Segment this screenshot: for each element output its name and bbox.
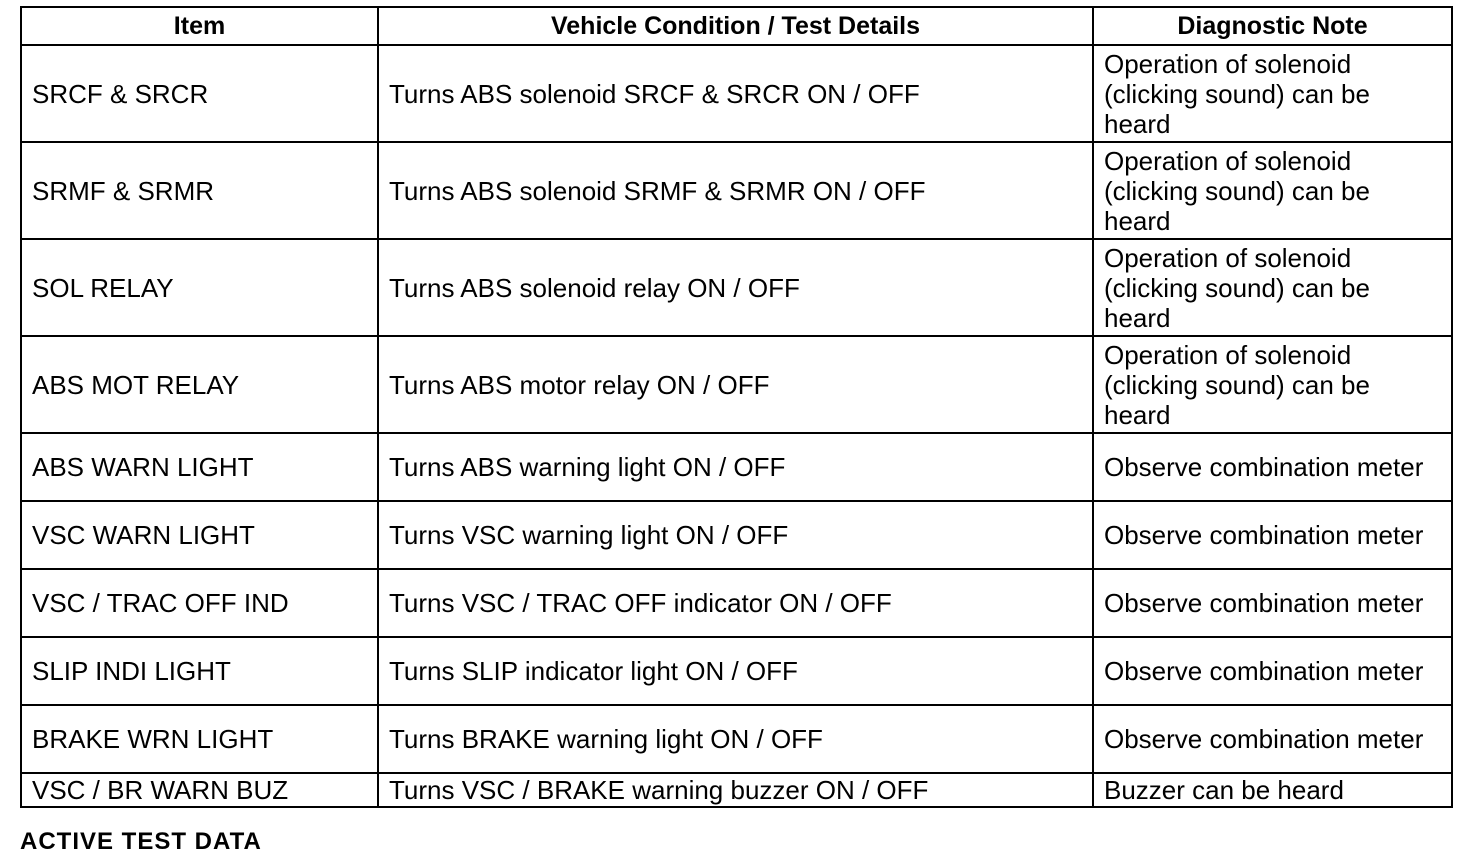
table-row: [21, 45, 1452, 142]
item-cell: VSC / TRAC OFF IND: [21, 569, 378, 637]
item-cell: ABS WARN LIGHT: [21, 433, 378, 501]
note-cell: Observe combination meter: [1093, 637, 1452, 705]
note-cell: Operation of solenoid (clicking sound) can be heard: [1093, 45, 1452, 142]
item-cell: SLIP INDI LIGHT: [21, 637, 378, 705]
note-cell: Observe combination meter: [1093, 433, 1452, 501]
table-row: [21, 142, 1452, 239]
item-cell: VSC WARN LIGHT: [21, 501, 378, 569]
note-cell: Operation of solenoid (clicking sound) can be heard: [1093, 336, 1452, 433]
table-row: [21, 239, 1452, 336]
header-diagnostic-note: Diagnostic Note: [1093, 7, 1452, 45]
header-row: [21, 7, 1452, 45]
item-cell: BRAKE WRN LIGHT: [21, 705, 378, 773]
note-cell: Operation of solenoid (clicking sound) can be heard: [1093, 239, 1452, 336]
header-item: Item: [21, 7, 378, 45]
table-row: [21, 336, 1452, 433]
table-row: [21, 569, 1452, 637]
footer-caption: ACTIVE TEST DATA: [20, 828, 262, 855]
item-cell: VSC / BR WARN BUZ: [21, 773, 378, 807]
note-cell: Buzzer can be heard: [1093, 773, 1452, 807]
test-cell: Turns VSC warning light ON / OFF: [378, 501, 1093, 569]
note-cell: Operation of solenoid (clicking sound) can be heard: [1093, 142, 1452, 239]
note-cell: Observe combination meter: [1093, 705, 1452, 773]
table-row: [21, 501, 1452, 569]
test-cell: Turns ABS solenoid SRCF & SRCR ON / OFF: [378, 45, 1093, 142]
table-row: [21, 637, 1452, 705]
test-cell: Turns VSC / BRAKE warning buzzer ON / OFF: [378, 773, 1093, 807]
test-cell: Turns ABS solenoid SRMF & SRMR ON / OFF: [378, 142, 1093, 239]
test-cell: Turns ABS solenoid relay ON / OFF: [378, 239, 1093, 336]
item-cell: SRMF & SRMR: [21, 142, 378, 239]
test-cell: Turns SLIP indicator light ON / OFF: [378, 637, 1093, 705]
test-cell: Turns ABS warning light ON / OFF: [378, 433, 1093, 501]
table-row: [21, 705, 1452, 773]
item-cell: ABS MOT RELAY: [21, 336, 378, 433]
header-test-details: Vehicle Condition / Test Details: [378, 7, 1093, 45]
test-cell: Turns ABS motor relay ON / OFF: [378, 336, 1093, 433]
item-cell: SRCF & SRCR: [21, 45, 378, 142]
note-cell: Observe combination meter: [1093, 569, 1452, 637]
note-cell: Observe combination meter: [1093, 501, 1452, 569]
table-row: [21, 773, 1452, 807]
test-cell: Turns BRAKE warning light ON / OFF: [378, 705, 1093, 773]
test-cell: Turns VSC / TRAC OFF indicator ON / OFF: [378, 569, 1093, 637]
table-row: [21, 433, 1452, 501]
active-test-table: [20, 6, 1453, 808]
item-cell: SOL RELAY: [21, 239, 378, 336]
